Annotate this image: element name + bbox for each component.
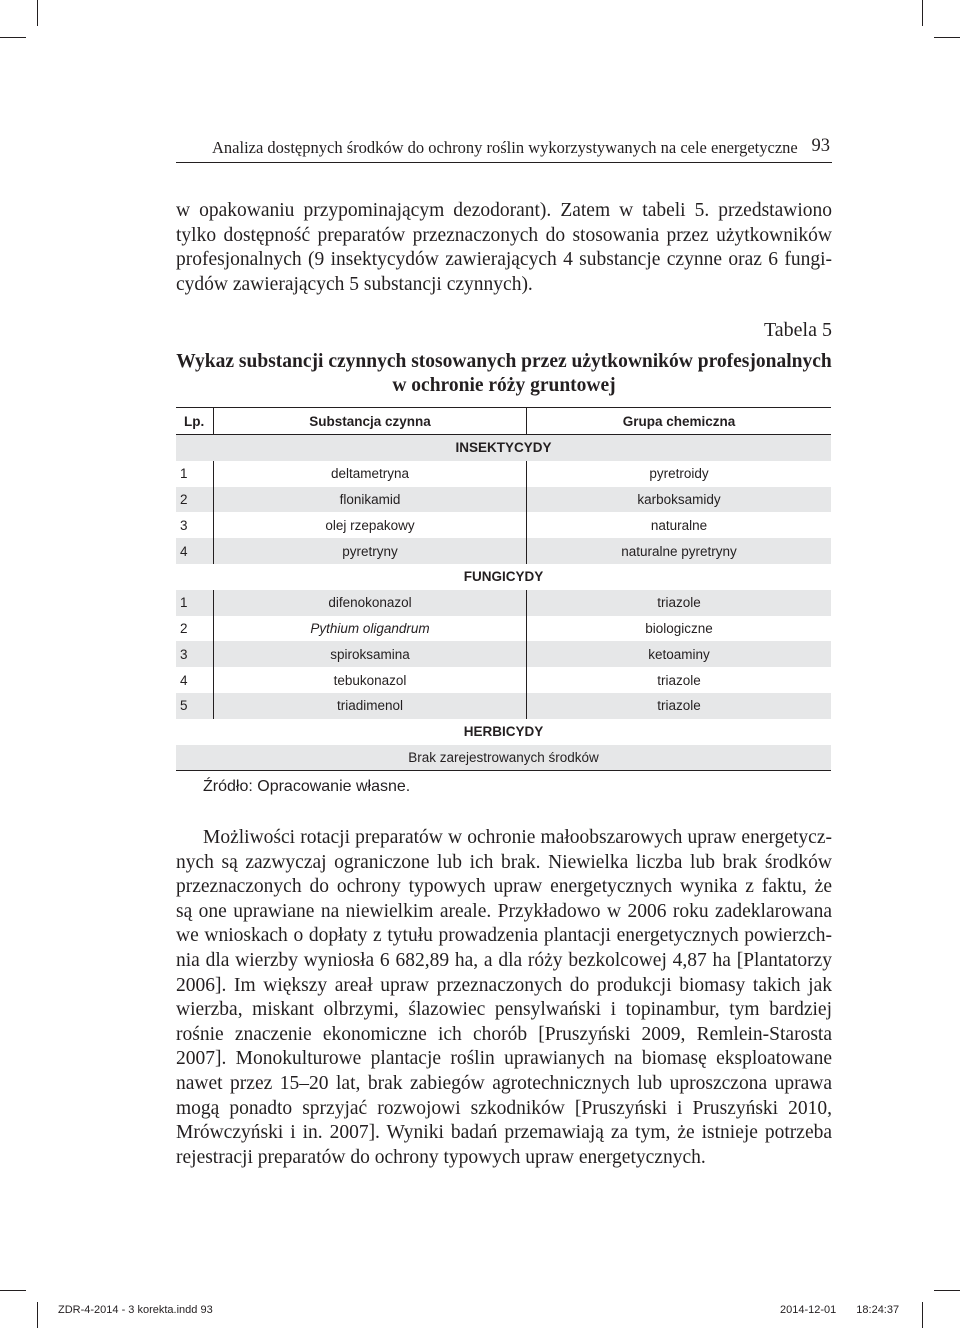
row-number: 4 bbox=[180, 543, 188, 559]
group-cell: triazole bbox=[526, 590, 831, 616]
text-line: we wnioskach o dopłaty z tytułu prowadzenia plantacji energetycznych powierzch- bbox=[176, 925, 832, 947]
group-cell: triazole bbox=[526, 693, 831, 719]
table-row bbox=[176, 538, 831, 564]
text-line: w opakowaniu przypominającym dezodorant). Zatem w tabeli 5. przedstawiono bbox=[176, 200, 832, 221]
text-line: nych są zazwyczaj ograniczone lub ich brak. Niewielka liczba lub brak środków bbox=[176, 851, 832, 873]
print-date: 2014-12-01 bbox=[780, 1304, 837, 1316]
row-number: 1 bbox=[180, 595, 188, 611]
no-products-note: Brak zarejestrowanych środków bbox=[408, 749, 599, 765]
section-label: HERBICYDY bbox=[463, 724, 544, 740]
substance-cell: olej rzepakowy bbox=[213, 512, 526, 538]
crop-mark bbox=[934, 37, 960, 38]
column-header-lp: Lp. bbox=[184, 413, 205, 429]
group-cell: biologiczne bbox=[526, 616, 831, 642]
running-title: Analiza dostępnych środków do ochrony roślin wykorzystywanych na cele energetyczne bbox=[212, 138, 798, 157]
text-line: są one uprawiane na niewielkim areale. Przykładowo w 2006 roku zadeklarowana bbox=[176, 900, 832, 922]
column-header-group: Grupa chemiczna bbox=[526, 408, 831, 434]
crop-mark bbox=[934, 1290, 960, 1291]
section-label: INSEKTYCYDY bbox=[455, 440, 552, 456]
text-line: mogą ponadto sprzyjać rozwojowi szkodników [Pruszyński i Pruszyński 2010, bbox=[176, 1097, 832, 1119]
column-header-substance: Substancja czynna bbox=[213, 408, 526, 434]
table-row bbox=[176, 512, 831, 538]
text-line: przeznaczonych do ochrony typowych upraw energetycznych wynika z faktu, że bbox=[176, 876, 832, 898]
group-cell: triazole bbox=[526, 667, 831, 693]
crop-mark bbox=[922, 0, 923, 26]
substances-table bbox=[176, 407, 831, 771]
group-cell: ketoaminy bbox=[526, 641, 831, 667]
substance-cell: tebukonazol bbox=[213, 667, 526, 693]
intro-paragraph bbox=[176, 199, 832, 297]
substance-cell: Pythium oligandrum bbox=[213, 616, 526, 642]
text-line: Mrówczyński i in. 2007]. Wyniki badań przemawiają za tym, że istnieje potrzeba bbox=[176, 1122, 832, 1144]
print-slug-file: ZDR-4-2014 - 3 korekta.indd 93 bbox=[58, 1304, 213, 1316]
table-title bbox=[176, 350, 832, 398]
row-number: 2 bbox=[180, 620, 188, 636]
table-row bbox=[176, 487, 831, 513]
substance-cell: spiroksamina bbox=[213, 641, 526, 667]
text-line: Możliwości rotacji preparatów w ochronie małoobszarowych upraw energetycz- bbox=[203, 827, 832, 848]
table-row bbox=[176, 461, 831, 487]
text-line: 2007]. Monokulturowe plantacje roślin uprawianych na biomasę eksploatowane bbox=[176, 1048, 832, 1070]
table-header-row bbox=[176, 408, 831, 435]
section-row-fungicides bbox=[176, 564, 831, 590]
text-line: profesjonalnych (9 insektycydów zawierających 4 substancje czynne oraz 6 fungi- bbox=[176, 249, 832, 271]
section-row-herbicides bbox=[176, 719, 831, 745]
text-line: rejestracji preparatów do ochrony typowych upraw energetycznych. bbox=[176, 1146, 706, 1168]
text-line: nawet przez 15–20 lat, brak zabiegów agrotechnicznych lub uproszczona uprawa bbox=[176, 1072, 832, 1094]
section-row-insecticides bbox=[176, 435, 831, 461]
group-cell: naturalne pyretryny bbox=[526, 538, 831, 564]
table-row bbox=[176, 667, 831, 693]
print-time: 18:24:37 bbox=[856, 1304, 900, 1316]
row-number: 2 bbox=[180, 491, 188, 507]
group-cell: naturalne bbox=[526, 512, 831, 538]
table-row bbox=[176, 693, 831, 719]
text-line: cydów zawierających 5 substancji czynnych). bbox=[176, 273, 533, 295]
row-number: 5 bbox=[180, 698, 188, 714]
crop-mark bbox=[922, 1302, 923, 1328]
table-source: Źródło: Opracowanie własne. bbox=[203, 778, 411, 795]
print-slug-timestamp bbox=[780, 1304, 899, 1316]
table-row bbox=[176, 745, 831, 771]
row-number: 3 bbox=[180, 517, 188, 533]
row-number: 4 bbox=[180, 672, 188, 688]
substance-cell: flonikamid bbox=[213, 487, 526, 513]
row-number: 1 bbox=[180, 466, 188, 482]
text-line: 2006]. Im większy areał upraw przeznaczonych do produkcji biomasy takich jak bbox=[176, 974, 832, 996]
crop-mark bbox=[37, 0, 38, 26]
table-title-line: w ochronie róży gruntowej bbox=[392, 375, 616, 396]
substance-cell: triadimenol bbox=[213, 693, 526, 719]
table-row bbox=[176, 616, 831, 642]
table-label: Tabela 5 bbox=[763, 319, 832, 341]
substance-cell: pyretryny bbox=[213, 538, 526, 564]
substance-cell: difenokonazol bbox=[213, 590, 526, 616]
row-number: 3 bbox=[180, 646, 188, 662]
text-line: wierzba, miskant olbrzymi, ślazowiec pensylwański i topinambur, tym bardziej bbox=[176, 999, 832, 1021]
table-row bbox=[176, 590, 831, 616]
crop-mark bbox=[37, 1302, 38, 1328]
running-header bbox=[176, 136, 832, 163]
body-paragraph bbox=[176, 826, 832, 1170]
group-cell: pyretroidy bbox=[526, 461, 831, 487]
text-line: tylko dostępność preparatów przeznaczonych do stosowania przez użytkowników bbox=[176, 224, 832, 246]
crop-mark bbox=[0, 1290, 26, 1291]
text-line: nia dla wierzby wyniosła 6 682,89 ha, a dla róży bezkolcowej 4,87 ha [Plantatorzy bbox=[176, 949, 832, 971]
group-cell: karboksamidy bbox=[526, 487, 831, 513]
text-line: rośnie znaczenie ekonomiczne ich chorób [Pruszyński 2009, Remlein-Starosta bbox=[176, 1023, 832, 1045]
table-row bbox=[176, 641, 831, 667]
crop-mark bbox=[0, 37, 26, 38]
table-title-line: Wykaz substancji czynnych stosowanych przez użytkowników profesjonalnych bbox=[176, 351, 832, 372]
page-number: 93 bbox=[811, 136, 830, 156]
substance-cell: deltametryna bbox=[213, 461, 526, 487]
section-label: FUNGICYDY bbox=[463, 569, 544, 585]
